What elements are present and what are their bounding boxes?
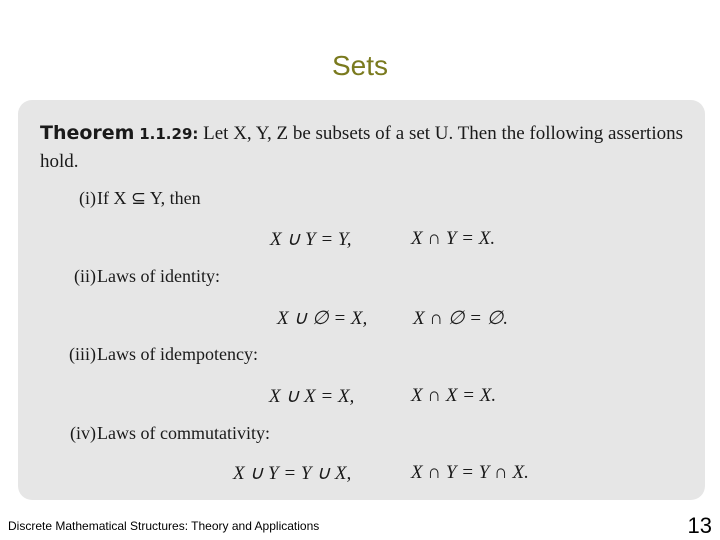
item-number: (iv)	[70, 423, 96, 443]
theorem-statement: Let X, Y, Z be subsets of a set U. Then the following assertions hold.	[40, 123, 683, 172]
theorem-number: 1.1.29:	[139, 125, 199, 143]
slide-title: Sets	[331, 50, 389, 81]
item-text: Laws of identity:	[97, 266, 220, 286]
equation-right: X ∩ X = X.	[411, 385, 497, 406]
theorem-box	[18, 100, 705, 500]
equation-right: X ∩ Y = Y ∩ X.	[411, 462, 529, 483]
equation-left: X ∪ X = X,	[269, 386, 355, 407]
item-text: Laws of commutativity:	[97, 423, 270, 443]
equation-right: X ∩ ∅ = ∅.	[413, 308, 508, 329]
item-text: If X ⊆ Y, then	[97, 188, 201, 208]
page-number: 13	[687, 513, 712, 538]
item-number: (i)	[79, 188, 96, 208]
equation-right: X ∩ Y = X.	[411, 228, 496, 249]
equation-left: X ∪ ∅ = X,	[277, 308, 368, 329]
theorem-heading	[40, 120, 690, 175]
item-number: (iii)	[69, 344, 96, 364]
theorem-label: Theorem	[40, 122, 135, 144]
item-number: (ii)	[74, 266, 96, 286]
equation-left: X ∪ Y = Y ∪ X,	[233, 463, 352, 484]
footer-text: Discrete Mathematical Structures: Theory and Applications	[8, 519, 320, 533]
item-text: Laws of idempotency:	[97, 344, 258, 364]
equation-left: X ∪ Y = Y,	[270, 229, 352, 250]
